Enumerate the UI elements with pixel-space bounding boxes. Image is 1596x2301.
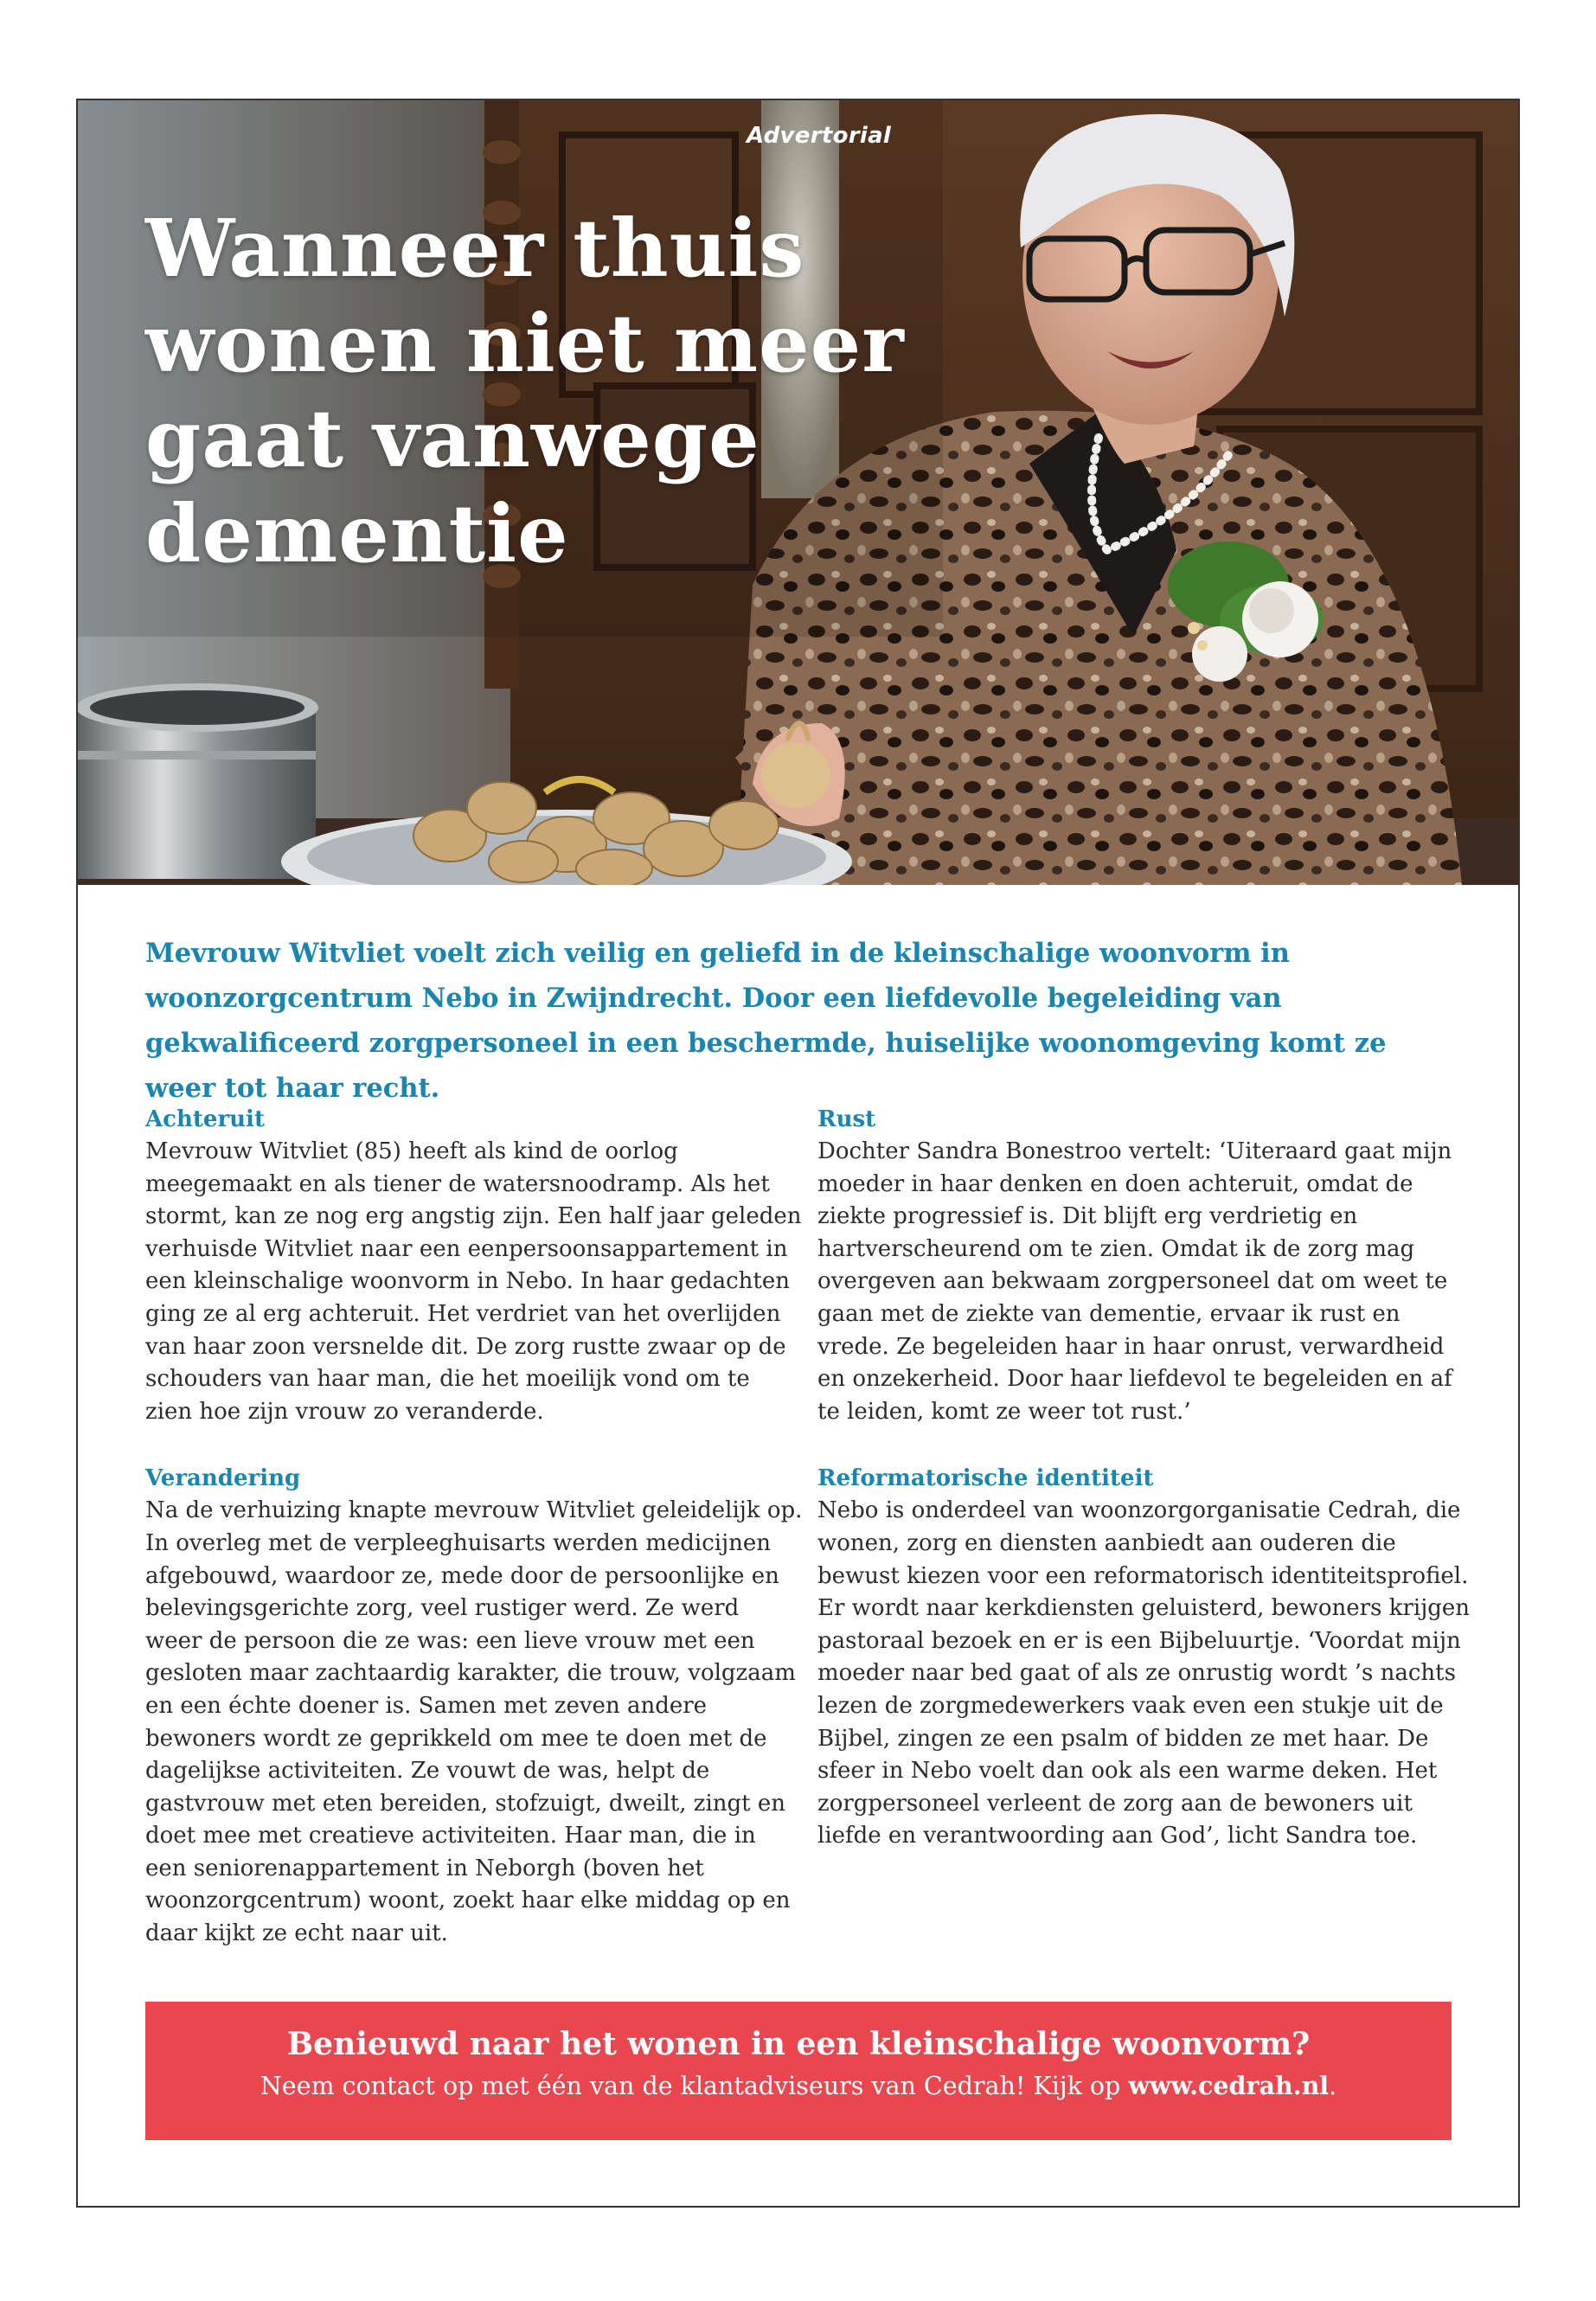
section-heading: Reformatorische identiteit [817,1465,1154,1492]
cta-text: Neem contact op met één van de klantadviseurs van Cedrah! Kijk op [260,2072,1121,2100]
cta-suffix: . [1329,2072,1337,2100]
section-reformatorische-identiteit [817,1463,1475,1853]
right-column [817,1104,1475,1888]
section-heading: Rust [817,1106,876,1132]
cta-title: Benieuwd naar het wonen in een kleinschalige woonvorm? [286,2026,1311,2062]
intro-paragraph: Mevrouw Witvliet voelt zich veilig en geliefd in de kleinschalige woonvorm in woonzorgcentrum Nebo in Zwijndrecht. Door een liefdevolle begeleiding van gekwalificeerd zorgpersoneel in een beschermde, huiselijke woonomgeving komt ze weer tot haar recht. [145,938,1387,1104]
section-heading: Achteruit [145,1106,265,1132]
headline: Wanneer thuis wonen niet meer gaat vanwege dementie [145,202,905,580]
section-heading: Verandering [145,1465,301,1492]
section-body: Nebo is onderdeel van woonzorgorganisatie Cedrah, die wonen, zorg en diensten aanbiedt aan ouderen die bewust kiezen voor een reformatorisch identiteitsprofiel. Er wordt naar kerkdiensten geluisterd, bewoners krijgen pastoraal bezoek en er is een Bijbeluurtje. ‘Voordat mijn moeder naar bed gaat of als ze onrustig wordt ’s nachts lezen de zorgmedewerkers vaak even een stukje uit de Bijbel, zingen ze een psalm of bidden ze met haar. De sfeer in Nebo voelt dan ook als een warme deken. Het zorgpersoneel verleent de zorg aan de bewoners uit liefde en verantwoording aan God’, licht Sandra toe. [817,1497,1471,1849]
left-column [145,1104,803,1985]
advertorial-label: Advertorial [747,123,892,149]
cta-website-link[interactable]: www.cedrah.nl [1128,2071,1330,2100]
hero-photo [78,100,1518,885]
advertorial-page [76,99,1520,2208]
section-achteruit [145,1104,803,1428]
cta-line [145,2066,1452,2106]
section-body: Dochter Sandra Bonestroo vertelt: ‘Uiteraard gaat mijn moeder in haar denken en doen achteruit, omdat de ziekte progressief is. Dit blijft erg verdrietig en hartverscheurend om te zien. Omdat ik de zorg mag overgeven aan bekwaam zorgpersoneel dat om weet te gaan met de ziekte van dementie, ervaar ik rust en vrede. Ze begeleiden haar in haar onrust, verwardheid en onzekerheid. Door haar liefdevol te begeleiden en af te leiden, komt ze weer tot rust.’ [817,1138,1452,1425]
section-body: Na de verhuizing knapte mevrouw Witvliet geleidelijk op. In overleg met de verpleeghuisarts werden medicijnen afgebouwd, waardoor ze, mede door de persoonlijke en belevingsgerichte zorg, veel rustiger werd. Ze werd weer de persoon die ze was: een lieve vrouw met een gesloten maar zachtaardig karakter, die trouw, volgzaam en een échte doener is. Samen met zeven andere bewoners wordt ze geprikkeld om mee te doen met de dagelijkse activiteiten. Ze vouwt de was, helpt de gastvrouw met eten bereiden, stofzuigt, dweilt, zingt en doet mee met creatieve activiteiten. Haar man, die in een seniorenappartement in Neborgh (boven het woonzorgcentrum) woont, zoekt haar elke middag op en daar kijkt ze echt naar uit. [145,1497,803,1947]
section-verandering [145,1463,803,1950]
section-body: Mevrouw Witvliet (85) heeft als kind de oorlog meegemaakt en als tiener de watersnoodramp. Als het stormt, kan ze nog erg angstig zijn. Een half jaar geleden verhuisde Witvliet naar een eenpersoonsappartement in een kleinschalige woonvorm in Nebo. In haar gedachten ging ze al erg achteruit. Het verdriet van het overlijden van haar zoon versnelde dit. De zorg rustte zwaar op de schouders van haar man, die het moeilijk vond om te zien hoe zijn vrouw zo veranderde. [145,1138,802,1425]
section-rust [817,1104,1475,1428]
call-to-action-banner [145,2002,1452,2140]
